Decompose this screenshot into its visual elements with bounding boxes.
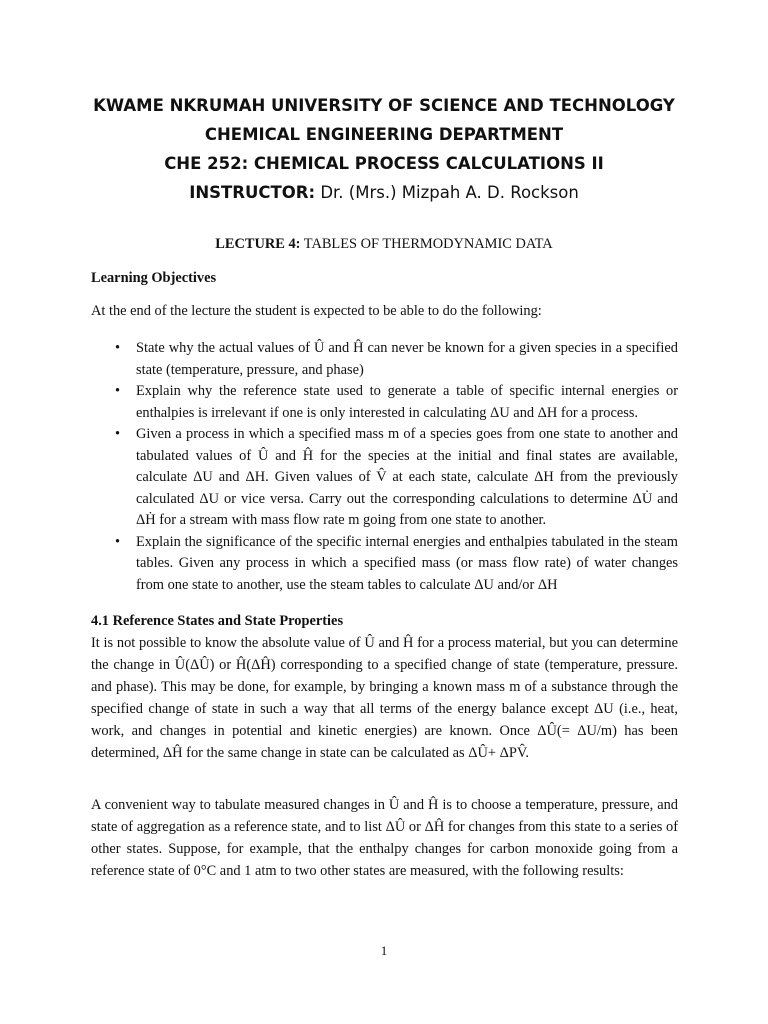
learning-objectives-heading: Learning Objectives — [91, 270, 217, 286]
bullet-icon: • — [115, 340, 121, 356]
objectives-list — [115, 338, 678, 596]
page-number: 1 — [380, 943, 388, 958]
list-item-text: Given a process in which a specified mass m of a species goes from one state to another and tabulated values of Û and Ĥ for the species at the initial and final states are available, calculate ΔU and ΔH. Given values of V̂ at each state, calculate ΔH from the previously calculated ΔU or vice versa. Carry out the corresponding calculations to determine ΔU̇ and ΔḢ for a stream with mass flow rate m going from one state to another. — [136, 426, 678, 528]
objectives-intro: At the end of the lecture the student is expected to be able to do the following: — [91, 303, 542, 319]
list-item — [115, 424, 678, 532]
department-name: CHEMICAL ENGINEERING DEPARTMENT — [204, 125, 564, 144]
section-heading: 4.1 Reference States and State Properties — [91, 613, 344, 629]
instructor-label: INSTRUCTOR: — [189, 183, 316, 202]
list-item — [115, 338, 678, 381]
list-item-text: Explain why the reference state used to generate a table of specific internal energies or enthalpies is irrelevant if one is only interested in calculating ΔU and ΔH for a process. — [136, 383, 678, 421]
lecture-title — [0, 236, 768, 253]
list-item — [115, 381, 678, 424]
lecture-label: LECTURE 4: — [215, 236, 301, 252]
section-paragraph-1: It is not possible to know the absolute value of Û and Ĥ for a process material, but you can determine the change in Û(ΔÛ) or Ĥ(ΔĤ) corresponding to a specified change of state (temperature, pressure. and phase). This may be done, for example, by bringing a known mass m of a substance through the specified change of state in such a way that all terms of the energy balance except ΔU (i.e., heat, work, and changes in potential and kinetic energies) are known. Once ΔÛ(= ΔU/m) has been determined, ΔĤ for the same change in state can be calculated as ΔÛ+ ΔPV̂. — [91, 635, 678, 761]
bullet-icon: • — [115, 426, 121, 442]
course-title: CHE 252: CHEMICAL PROCESS CALCULATIONS II — [164, 154, 604, 173]
bullet-icon: • — [115, 383, 121, 399]
instructor-line — [0, 183, 768, 202]
bullet-icon: • — [115, 533, 121, 550]
list-item-text: Explain the significance of the specific internal energies and enthalpies tabulated in the steam tables. Given any process in which a specified mass (or mass flow rate) of water changes from one state to another, use the steam tables to calculate ΔU and/or ΔH — [136, 533, 678, 593]
list-item — [115, 532, 678, 597]
lecture-topic: TABLES OF THERMODYNAMIC DATA — [300, 236, 553, 252]
list-item-text: State why the actual values of Û and Ĥ can never be known for a given species in a specified state (temperature, pressure, and phase) — [136, 340, 678, 378]
instructor-name: Dr. (Mrs.) Mizpah A. D. Rockson — [315, 183, 579, 202]
section-paragraph-2: A convenient way to tabulate measured changes in Û and Ĥ is to choose a temperature, pressure, and state of aggregation as a reference state, and to list ΔÛ or ΔĤ for changes from this state to a series of other states. Suppose, for example, that the enthalpy changes for carbon monoxide going from a reference state of 0°C and 1 atm to two other states are measured, with the following results: — [91, 797, 678, 879]
university-name: KWAME NKRUMAH UNIVERSITY OF SCIENCE AND TECHNOLOGY — [93, 96, 675, 115]
